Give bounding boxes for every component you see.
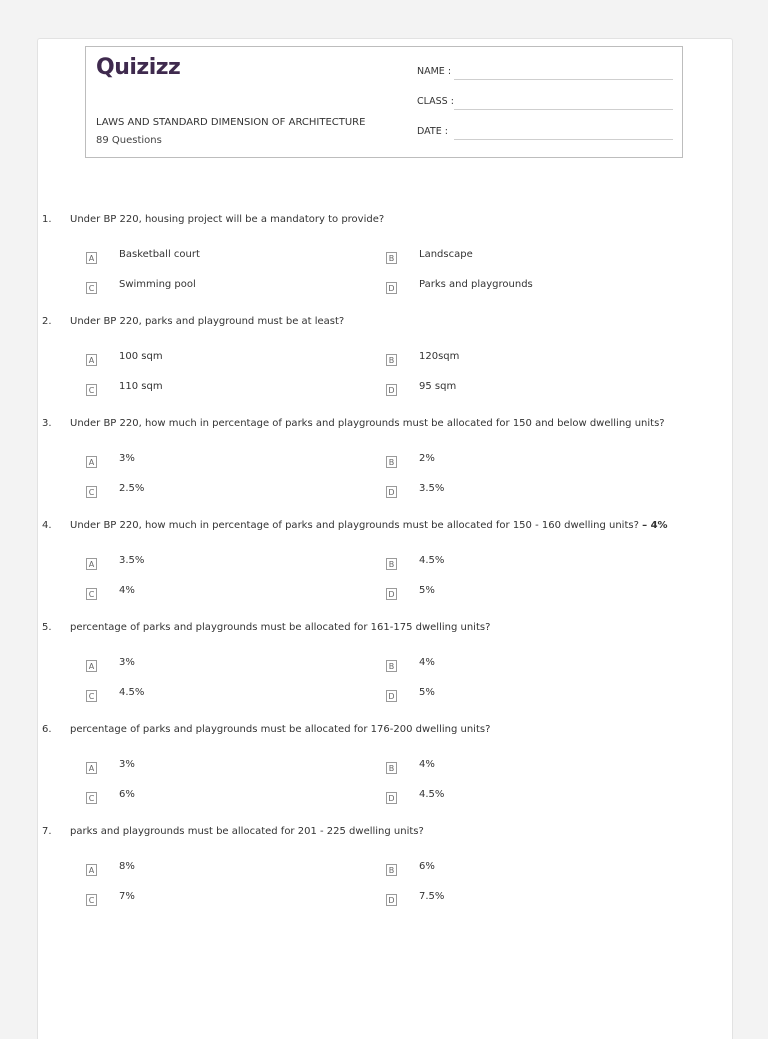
worksheet-page	[37, 38, 733, 1039]
option-d[interactable]	[386, 483, 646, 501]
option-text: 3%	[119, 453, 135, 464]
option-letter-box: B	[386, 252, 397, 264]
question-number: 3.	[42, 418, 52, 429]
question-text: Under BP 220, parks and playground must be at least?	[70, 316, 345, 327]
option-text: 3.5%	[419, 483, 445, 494]
question-text: Under BP 220, housing project will be a mandatory to provide?	[70, 214, 385, 225]
option-d[interactable]	[386, 891, 646, 909]
option-letter-box: B	[386, 660, 397, 672]
option-text: 5%	[419, 687, 435, 698]
option-text: 2.5%	[119, 483, 145, 494]
question-text-line	[70, 622, 490, 633]
option-text: Landscape	[419, 249, 473, 260]
question-text-line	[70, 826, 424, 837]
option-d[interactable]	[386, 585, 646, 603]
option-b[interactable]	[386, 759, 646, 777]
option-text: 5%	[419, 585, 435, 596]
option-b[interactable]	[386, 555, 646, 573]
question-count: 89 Questions	[96, 135, 162, 146]
question-number: 7.	[42, 826, 52, 837]
option-c[interactable]	[86, 381, 346, 399]
option-text: 3%	[119, 657, 135, 668]
option-a[interactable]	[86, 351, 346, 369]
option-letter-box: D	[386, 588, 397, 600]
option-text: 6%	[119, 789, 135, 800]
option-text: Basketball court	[119, 249, 200, 260]
option-letter-box: A	[86, 252, 97, 264]
option-a[interactable]	[86, 249, 346, 267]
question-number: 6.	[42, 724, 52, 735]
option-b[interactable]	[386, 249, 646, 267]
quizizz-logo: Quizizz	[96, 55, 181, 80]
option-text: 8%	[119, 861, 135, 872]
option-text: 3%	[119, 759, 135, 770]
option-c[interactable]	[86, 891, 346, 909]
option-letter-box: C	[86, 792, 97, 804]
option-c[interactable]	[86, 279, 346, 297]
option-text: 3.5%	[119, 555, 145, 566]
question-number: 2.	[42, 316, 52, 327]
question-number: 5.	[42, 622, 52, 633]
option-letter-box: A	[86, 354, 97, 366]
option-c[interactable]	[86, 789, 346, 807]
question-text: percentage of parks and playgrounds must be allocated for 161-175 dwelling units?	[70, 622, 491, 633]
option-text: 110 sqm	[119, 381, 163, 392]
option-letter-box: D	[386, 486, 397, 498]
option-letter-box: A	[86, 864, 97, 876]
option-a[interactable]	[86, 861, 346, 879]
question-text: percentage of parks and playgrounds must be allocated for 176-200 dwelling units?	[70, 724, 491, 735]
question-number: 4.	[42, 520, 52, 531]
option-a[interactable]	[86, 657, 346, 675]
option-letter-box: C	[86, 282, 97, 294]
option-text: 6%	[419, 861, 435, 872]
option-text: 95 sqm	[419, 381, 457, 392]
question-text: parks and playgrounds must be allocated for 201 - 225 dwelling units?	[70, 826, 424, 837]
option-text: 100 sqm	[119, 351, 163, 362]
option-letter-box: C	[86, 588, 97, 600]
question-text: Under BP 220, how much in percentage of parks and playgrounds must be allocated for 150 - 160 dwelling units?	[70, 520, 643, 531]
option-b[interactable]	[386, 861, 646, 879]
option-text: 4%	[419, 759, 435, 770]
option-d[interactable]	[386, 381, 646, 399]
name-field	[417, 66, 451, 77]
option-letter-box: D	[386, 894, 397, 906]
option-text: 2%	[419, 453, 435, 464]
option-letter-box: D	[386, 792, 397, 804]
option-text: Swimming pool	[119, 279, 196, 290]
option-text: 4.5%	[419, 789, 445, 800]
option-letter-box: A	[86, 762, 97, 774]
date-field	[417, 126, 448, 137]
name-label: NAME :	[417, 66, 452, 77]
question-text-line	[70, 214, 384, 225]
class-label: CLASS :	[417, 96, 454, 107]
option-b[interactable]	[386, 453, 646, 471]
option-text: 4%	[419, 657, 435, 668]
option-letter-box: A	[86, 660, 97, 672]
option-letter-box: B	[386, 354, 397, 366]
option-letter-box: B	[386, 558, 397, 570]
question-answer-note: – 4%	[642, 520, 668, 531]
question-number: 1.	[42, 214, 52, 225]
option-letter-box: D	[386, 384, 397, 396]
option-d[interactable]	[386, 279, 646, 297]
class-field	[417, 96, 454, 107]
question-text-line	[70, 418, 665, 429]
option-letter-box: C	[86, 894, 97, 906]
option-a[interactable]	[86, 555, 346, 573]
option-c[interactable]	[86, 585, 346, 603]
option-a[interactable]	[86, 453, 346, 471]
option-text: 120sqm	[419, 351, 460, 362]
option-text: 4.5%	[419, 555, 445, 566]
worksheet-header	[85, 46, 683, 158]
date-label: DATE :	[417, 126, 448, 137]
option-letter-box: C	[86, 690, 97, 702]
worksheet-title: LAWS AND STANDARD DIMENSION OF ARCHITECTURE	[96, 117, 366, 128]
option-c[interactable]	[86, 483, 346, 501]
option-letter-box: A	[86, 558, 97, 570]
option-letter-box: B	[386, 456, 397, 468]
option-text: Parks and playgrounds	[419, 279, 533, 290]
date-line	[454, 138, 673, 140]
option-letter-box: B	[386, 864, 397, 876]
option-letter-box: C	[86, 486, 97, 498]
option-b[interactable]	[386, 351, 646, 369]
option-letter-box: A	[86, 456, 97, 468]
question-text-line	[70, 724, 490, 735]
question-text-line	[70, 316, 344, 327]
option-text: 4%	[119, 585, 135, 596]
option-letter-box: D	[386, 282, 397, 294]
option-d[interactable]	[386, 789, 646, 807]
option-a[interactable]	[86, 759, 346, 777]
option-b[interactable]	[386, 657, 646, 675]
question-text: Under BP 220, how much in percentage of parks and playgrounds must be allocated for 150 and below dwelling units?	[70, 418, 665, 429]
option-letter-box: D	[386, 690, 397, 702]
class-line	[454, 108, 673, 110]
option-d[interactable]	[386, 687, 646, 705]
option-text: 4.5%	[119, 687, 145, 698]
name-line	[454, 78, 673, 80]
question-text-line	[70, 520, 668, 531]
option-letter-box: B	[386, 762, 397, 774]
option-letter-box: C	[86, 384, 97, 396]
option-c[interactable]	[86, 687, 346, 705]
option-text: 7%	[119, 891, 135, 902]
option-text: 7.5%	[419, 891, 445, 902]
